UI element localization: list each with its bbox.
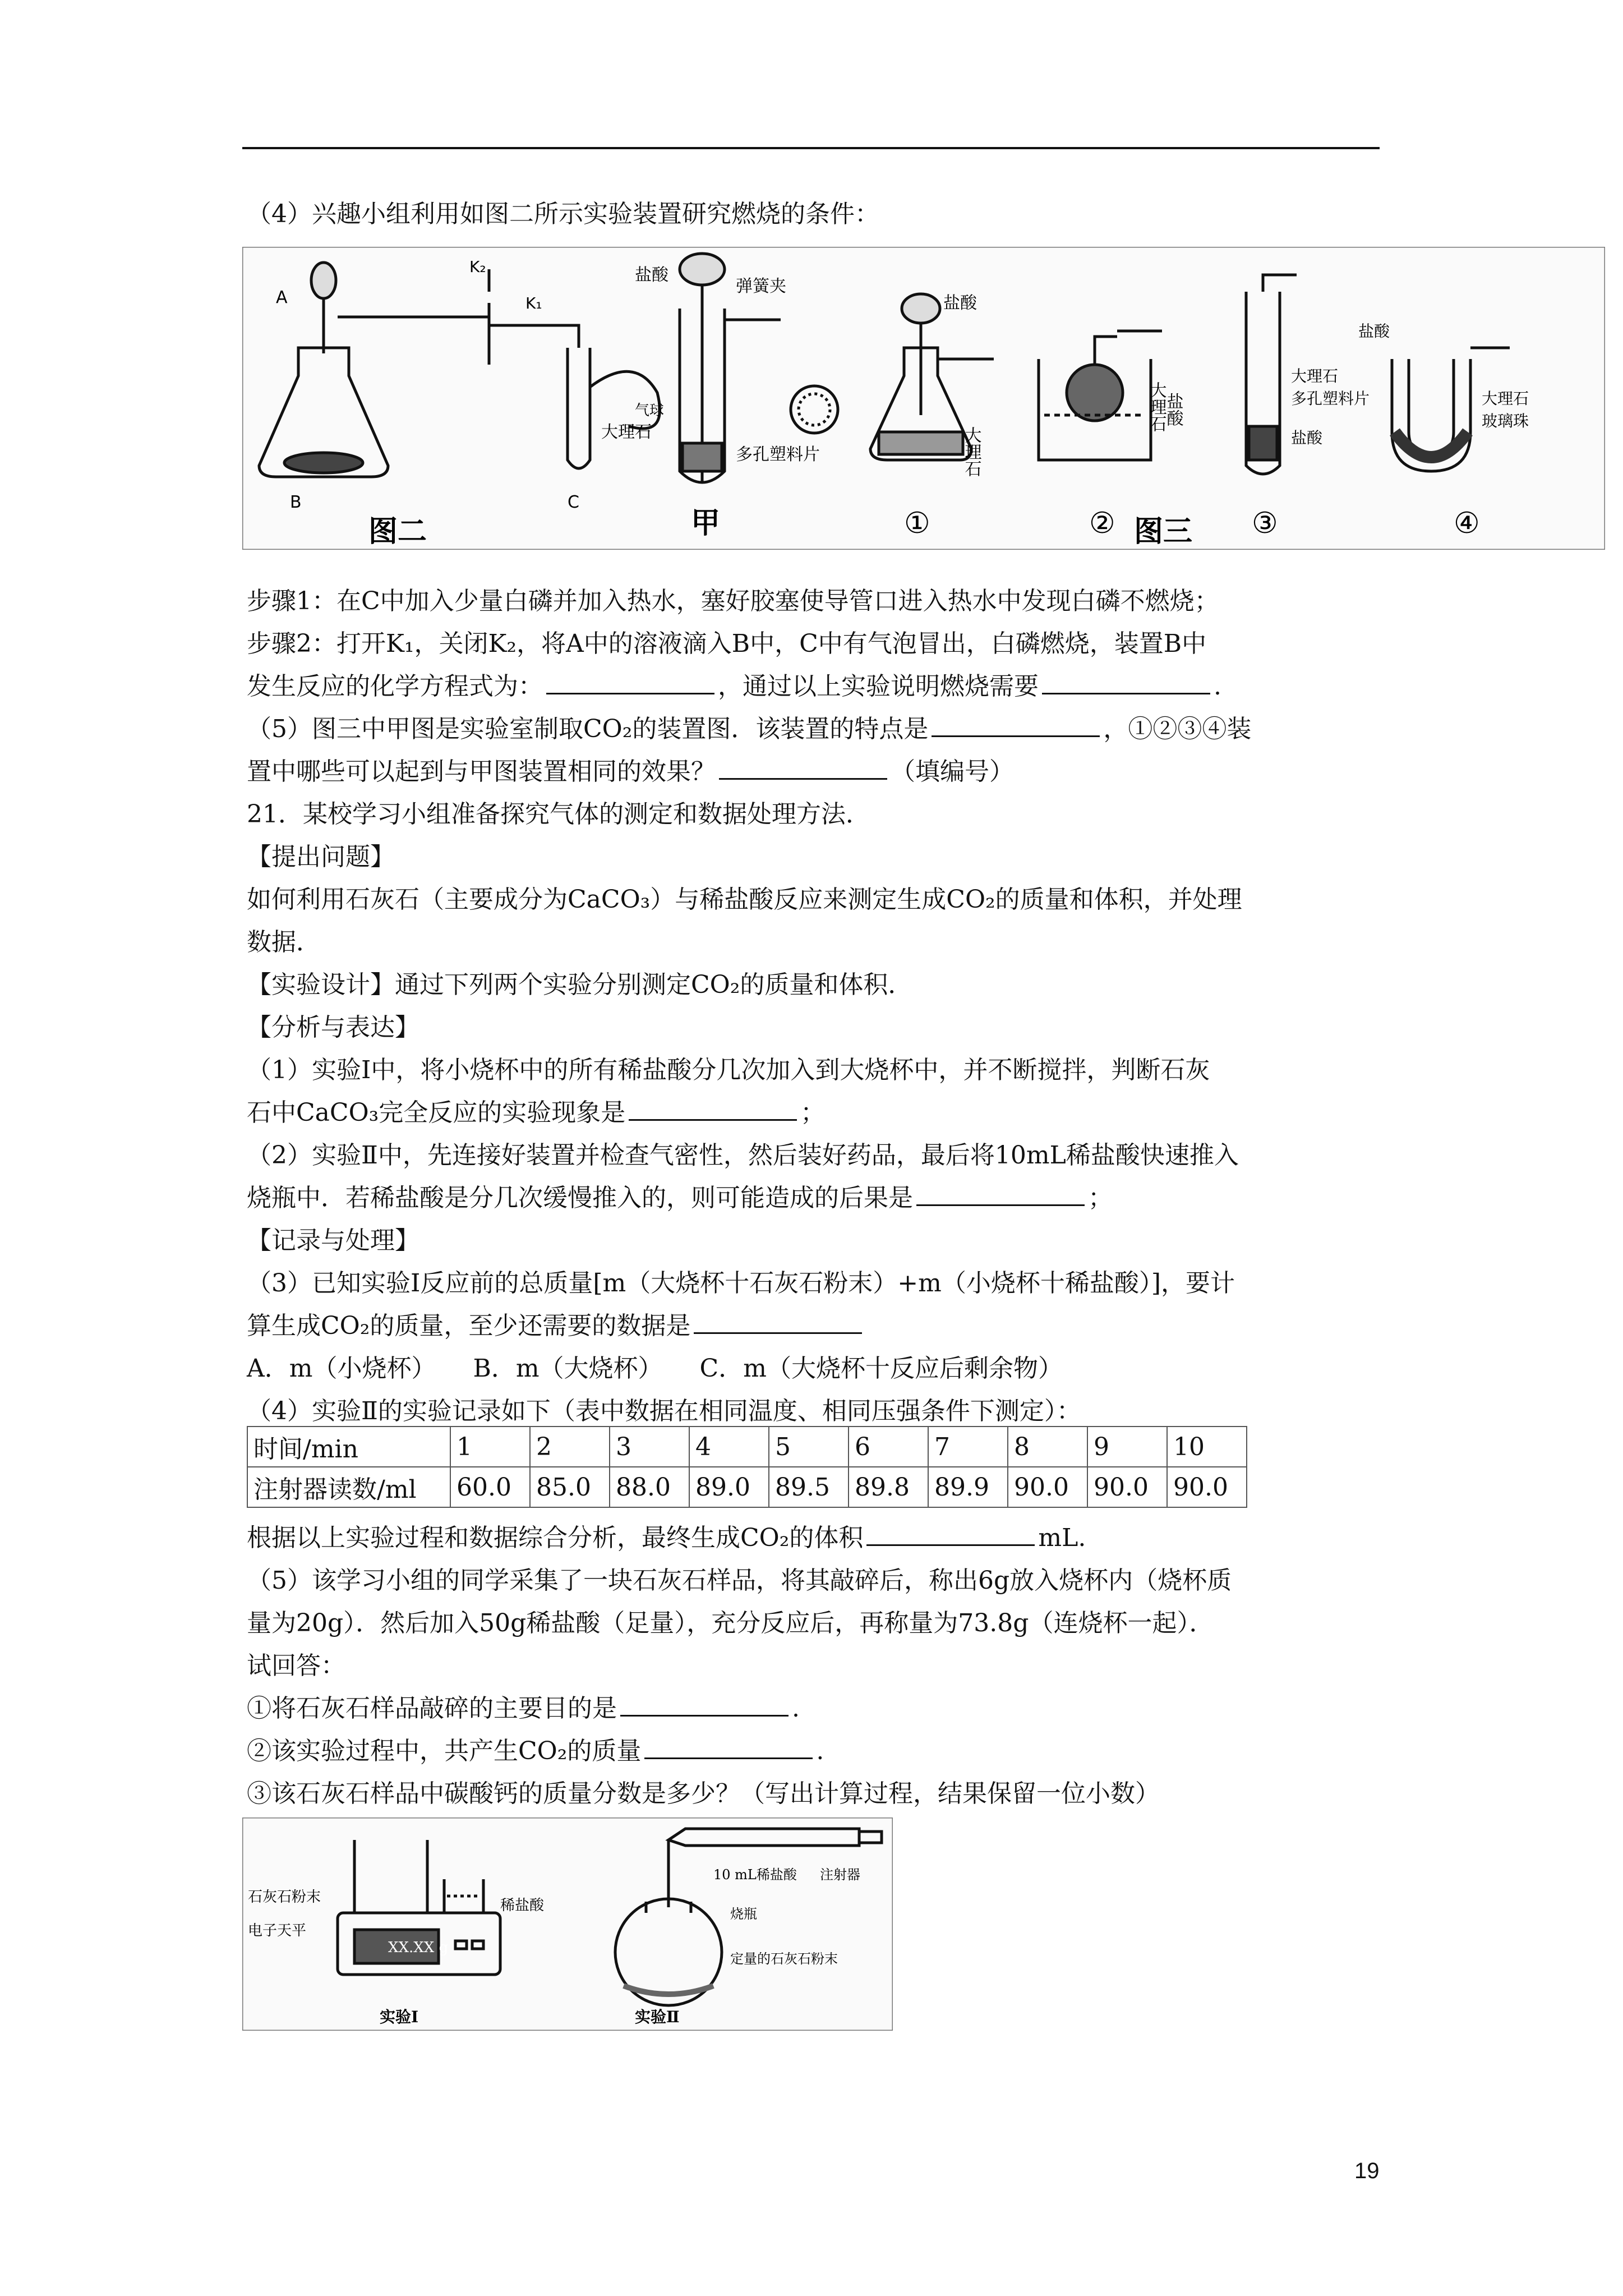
answer-blank[interactable] <box>644 1735 813 1759</box>
table-cell: 89.9 <box>928 1467 1008 1507</box>
table-cell: 1 <box>450 1427 530 1467</box>
exp2-syringe-label: 注射器 <box>820 1867 860 1883</box>
p2-b-post: ； <box>1088 1184 1113 1212</box>
table-cell: 2 <box>530 1427 610 1467</box>
answer-blank[interactable] <box>866 1522 1035 1546</box>
four-glass-label: 玻璃珠 <box>1482 412 1529 430</box>
figure-apparatus-2-3 <box>242 247 1605 550</box>
figure3-caption: 图三 <box>1134 514 1193 549</box>
p3-b-pre: 算生成CO₂的质量，至少还需要的数据是 <box>247 1312 691 1340</box>
answer-blank[interactable] <box>694 1310 862 1334</box>
three-caption: ③ <box>1252 507 1278 540</box>
exp2-acid-label: 10 mL稀盐酸 <box>713 1867 797 1883</box>
answer-blank[interactable] <box>1042 670 1210 694</box>
table-cell: 90.0 <box>1087 1467 1167 1507</box>
answer-blank[interactable] <box>916 1182 1085 1206</box>
jia-marble-label: 大理石 <box>601 422 652 442</box>
table-cell: 89.8 <box>849 1467 928 1507</box>
two-acid-label: 盐酸 <box>1163 393 1183 426</box>
q21-p2-a: （2）实验Ⅱ中，先连接好装置并检查气密性，然后装好药品，最后将10mL稀盐酸快速推入 <box>247 1141 1239 1170</box>
exp1-balance-label: 电子天平 <box>248 1922 307 1939</box>
syringe-data-table <box>247 1426 1247 1508</box>
q21-title: 21．某校学习小组准备探究气体的测定和数据处理方法． <box>247 800 870 829</box>
three-acid-label: 盐酸 <box>1291 429 1323 447</box>
q21-p3-options: A．m（小烧杯） B．m（大烧杯） C．m（大烧杯十反应后剩余物） <box>247 1354 1063 1383</box>
table-cell: 90.0 <box>1008 1467 1087 1507</box>
jia-acid-label: 盐酸 <box>635 265 668 285</box>
q21-p3-a: （3）已知实验Ⅰ反应前的总质量[m（大烧杯十石灰石粉末）+m（小烧杯十稀盐酸）]，要计 <box>247 1269 1235 1297</box>
p5-q2-post: . <box>816 1737 824 1765</box>
q21-p4-a: （4）实验Ⅱ的实验记录如下（表中数据在相同温度、相同压强条件下测定）： <box>247 1397 1081 1425</box>
table-cell: 4 <box>689 1427 769 1467</box>
part5-b-post: （填编号） <box>891 757 1014 786</box>
exp2-caption: 实验Ⅱ <box>635 2008 680 2026</box>
jia-caption: 甲 <box>691 506 721 540</box>
one-caption: ① <box>904 507 930 540</box>
exp1-acid-label: 稀盐酸 <box>500 1897 545 1914</box>
balance-display: XX.XX g <box>388 1939 449 1956</box>
q21-p5-q3: ③该石灰石样品中碳酸钙的质量分数是多少？（写出计算过程，结果保留一位小数） <box>247 1779 1160 1808</box>
p1-b-pre: 石中CaCO₃完全反应的实验现象是 <box>247 1098 626 1127</box>
table-cell: 时间/min <box>247 1427 450 1467</box>
label-c: C <box>568 493 579 512</box>
step1: 步骤1：在C中加入少量白磷并加入热水，塞好胶塞使导管口进入热水中发现白磷不燃烧； <box>247 587 1219 615</box>
q21-p2-b <box>247 1181 1113 1215</box>
part5-b <box>247 755 1014 789</box>
jia-clip-label: 弹簧夹 <box>736 277 786 296</box>
table-cell: 89.0 <box>689 1467 769 1507</box>
q21-raise-text-b: 数据． <box>247 928 321 956</box>
part5-b-pre: 置中哪些可以起到与甲图装置相同的效果？ <box>247 757 716 786</box>
table-cell: 89.5 <box>769 1467 849 1507</box>
q21-record: 【记录与处理】 <box>247 1226 419 1255</box>
table-cell: 88.0 <box>610 1467 689 1507</box>
p4-b-post: mL. <box>1038 1524 1086 1552</box>
label-balloon: 气球 <box>635 402 665 419</box>
q21-p5-q1 <box>247 1692 800 1726</box>
table-cell: 8 <box>1008 1427 1087 1467</box>
jia-plate-label: 多孔塑料片 <box>736 445 820 464</box>
three-plate-label: 多孔塑料片 <box>1291 389 1370 408</box>
four-acid-label: 盐酸 <box>1358 322 1390 341</box>
label-k2: K₂ <box>469 257 486 276</box>
exp1-caption: 实验Ⅰ <box>380 2008 419 2026</box>
one-acid-label: 盐酸 <box>943 293 977 313</box>
table-cell: 5 <box>769 1427 849 1467</box>
table-row <box>247 1427 1247 1467</box>
part5-a-post: ，①②③④装 <box>1103 715 1252 743</box>
q21-p5-a: （5）该学习小组的同学采集了一块石灰石样品，将其敲碎后，称出6g放入烧杯内（烧杯质 <box>247 1566 1232 1595</box>
label-a: A <box>276 288 288 307</box>
p2-b-pre: 烧瓶中．若稀盐酸是分几次缓慢推入的，则可能造成的后果是 <box>247 1184 913 1212</box>
q21-raise-heading: 【提出问题】 <box>247 843 395 871</box>
table-cell: 10 <box>1167 1427 1247 1467</box>
q21-p5-b: 量为20g）．然后加入50g稀盐酸（足量），充分反应后，再称量为73.8g（连烧杯一起）． <box>247 1609 1214 1637</box>
figure-experiments <box>242 1818 893 2031</box>
step2-b-end: . <box>1214 672 1221 701</box>
table-cell: 90.0 <box>1167 1467 1247 1507</box>
figure2-caption: 图二 <box>368 515 427 549</box>
table-cell: 3 <box>610 1427 689 1467</box>
exp1-powder-label: 石灰石粉末 <box>248 1889 321 1906</box>
part4-intro: （4）兴趣小组利用如图二所示实验装置研究燃烧的条件： <box>247 200 879 228</box>
q21-p1-a: （1）实验Ⅰ中，将小烧杯中的所有稀盐酸分几次加入到大烧杯中，并不断搅拌，判断石灰 <box>247 1056 1210 1084</box>
one-marble-label: 大理石 <box>961 426 981 477</box>
q21-design: 【实验设计】通过下列两个实验分别测定CO₂的质量和体积． <box>247 970 913 999</box>
step2-a: 步骤2：打开K₁，关闭K₂，将A中的溶液滴入B中，C中有气泡冒出，白磷燃烧，装置B中 <box>247 629 1207 658</box>
q21-analysis: 【分析与表达】 <box>247 1013 419 1042</box>
label-k1: K₁ <box>525 294 542 312</box>
exp2-powder-label: 定量的石灰石粉末 <box>730 1951 838 1967</box>
q21-p5-c: 试回答： <box>247 1651 345 1680</box>
q21-p3-b <box>247 1309 865 1343</box>
two-caption: ② <box>1089 507 1115 540</box>
step2-b <box>247 670 1221 703</box>
answer-blank[interactable] <box>719 756 887 780</box>
table-cell: 6 <box>849 1427 928 1467</box>
part5-a-pre: （5）图三中甲图是实验室制取CO₂的装置图．该装置的特点是 <box>247 715 929 743</box>
q21-p4-b <box>247 1521 1086 1555</box>
table-cell: 9 <box>1087 1427 1167 1467</box>
answer-blank[interactable] <box>629 1097 797 1121</box>
table-row <box>247 1467 1247 1507</box>
answer-blank[interactable] <box>932 713 1100 737</box>
header-rule <box>242 147 1380 149</box>
p5-q1-post: . <box>792 1694 800 1723</box>
step2-b-pre: 发生反应的化学方程式为： <box>247 672 543 701</box>
page-number: 19 <box>1354 2159 1380 2183</box>
table-cell: 注射器读数/ml <box>247 1467 450 1507</box>
four-marble-label: 大理石 <box>1482 389 1529 408</box>
label-b: B <box>290 493 302 512</box>
q21-raise-text-a: 如何利用石灰石（主要成分为CaCO₃）与稀盐酸反应来测定生成CO₂的质量和体积，并处理 <box>247 885 1242 914</box>
two-marble-label: 大理石 <box>1146 381 1166 432</box>
p5-q2-pre: ②该实验过程中，共产生CO₂的质量 <box>247 1737 642 1765</box>
q21-p1-b <box>247 1096 825 1130</box>
three-marble-label: 大理石 <box>1291 367 1339 385</box>
answer-blank[interactable] <box>546 670 714 694</box>
table-cell: 60.0 <box>450 1467 530 1507</box>
step2-b-mid: ，通过以上实验说明燃烧需要 <box>718 672 1039 701</box>
p1-b-post: ； <box>800 1098 826 1127</box>
part5-a <box>247 712 1251 746</box>
q21-p5-q2 <box>247 1734 824 1768</box>
answer-blank[interactable] <box>620 1692 789 1717</box>
p4-b-pre: 根据以上实验过程和数据综合分析，最终生成CO₂的体积 <box>247 1524 864 1552</box>
p5-q1-pre: ①将石灰石样品敲碎的主要目的是 <box>247 1694 617 1723</box>
four-caption: ④ <box>1454 507 1480 540</box>
table-cell: 7 <box>928 1427 1008 1467</box>
exp2-flask-label: 烧瓶 <box>730 1906 757 1922</box>
table-cell: 85.0 <box>530 1467 610 1507</box>
